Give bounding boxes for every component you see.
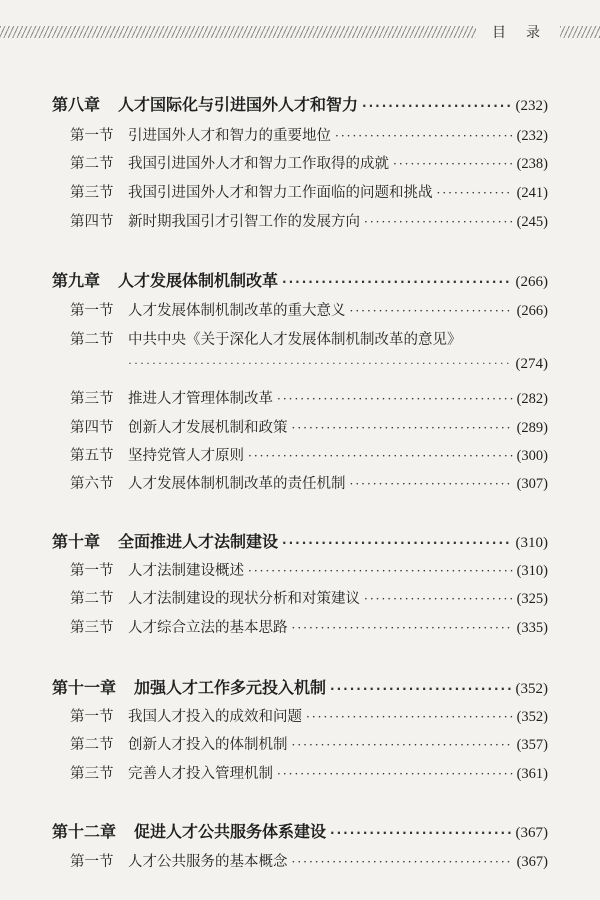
- page-number: (274): [515, 356, 548, 372]
- page-number: (367): [515, 825, 548, 841]
- chapter-title: 加强人才工作多元投入机制: [134, 678, 327, 697]
- toc-section: [70, 328, 548, 349]
- section-title: 人才公共服务的基本概念: [128, 854, 288, 870]
- leader-dots: [277, 767, 513, 781]
- section-title: 新时期我国引才引智工作的发展方向: [128, 214, 360, 230]
- page-number: (232): [516, 128, 548, 144]
- leader-dots: [292, 621, 513, 635]
- leader-dots: [248, 449, 513, 463]
- leader-dots: [292, 421, 513, 435]
- page-number: (289): [516, 420, 548, 436]
- page-number: (367): [516, 854, 548, 870]
- toc-chapter: [52, 92, 548, 115]
- toc-section: [70, 387, 548, 408]
- section-label: 第二节: [70, 156, 114, 172]
- header-rule-right: [560, 26, 600, 38]
- toc-section: [70, 210, 548, 231]
- chapter-title: 促进人才公共服务体系建设: [134, 822, 327, 841]
- page-number: (335): [516, 620, 548, 636]
- toc-chapter: [52, 268, 548, 291]
- section-title: 创新人才投入的体制机制: [128, 737, 288, 753]
- page-number: (310): [515, 535, 548, 551]
- page-number: (238): [516, 156, 548, 172]
- section-label: 第三节: [70, 185, 114, 201]
- toc-section: [70, 181, 548, 202]
- page-number: (245): [516, 214, 548, 230]
- section-title: 引进国外人才和智力的重要地位: [128, 128, 331, 144]
- section-label: 第一节: [70, 563, 114, 579]
- section-label: 第四节: [70, 214, 114, 230]
- section-label: 第二节: [70, 737, 114, 753]
- section-title: 人才发展体制机制改革的重大意义: [128, 303, 346, 319]
- page-number: (357): [516, 737, 548, 753]
- leader-dots: [248, 564, 513, 578]
- leader-dots: [306, 710, 513, 724]
- section-title: 坚持党管人才原则: [128, 448, 244, 464]
- page-number: (352): [516, 709, 548, 725]
- toc-chapter: [52, 819, 548, 842]
- toc-chapter: [52, 675, 548, 698]
- section-label: 第三节: [70, 391, 114, 407]
- leader-dots: [330, 826, 511, 840]
- chapter-label: 第十一章: [52, 678, 117, 697]
- section-title: 创新人才发展机制和政策: [128, 420, 288, 436]
- leader-dots: [277, 392, 513, 406]
- section-label: 第四节: [70, 420, 114, 436]
- toc-section: [70, 444, 548, 465]
- section-title: 我国人才投入的成效和问题: [128, 709, 302, 725]
- toc-continuation: [128, 356, 548, 373]
- chapter-title: 全面推进人才法制建设: [118, 532, 279, 551]
- section-label: 第一节: [70, 303, 114, 319]
- leader-dots: [330, 682, 511, 696]
- section-label: 第五节: [70, 448, 114, 464]
- toc-section: [70, 124, 548, 145]
- chapter-label: 第十二章: [52, 822, 117, 841]
- toc-section: [70, 472, 548, 493]
- chapter-label: 第八章: [52, 95, 101, 114]
- chapter-title: 人才国际化与引进国外人才和智力: [118, 95, 359, 114]
- chapter-title: 人才发展体制机制改革: [118, 271, 279, 290]
- section-label: 第六节: [70, 476, 114, 492]
- toc-chapter: [52, 529, 548, 552]
- page-number: (241): [516, 185, 548, 201]
- leader-dots: [350, 304, 513, 318]
- leader-dots: [362, 99, 511, 113]
- leader-dots: [364, 592, 513, 606]
- section-title: 人才法制建设的现状分析和对策建议: [128, 591, 360, 607]
- section-label: 第二节: [70, 332, 114, 348]
- toc-section: [70, 705, 548, 726]
- page-number: (310): [516, 563, 548, 579]
- toc-section: [70, 733, 548, 754]
- leader-dots: [292, 738, 513, 752]
- page-number: (307): [516, 476, 548, 492]
- page-number: (352): [515, 681, 548, 697]
- page-number: (282): [516, 391, 548, 407]
- page-number: (266): [516, 303, 548, 319]
- section-label: 第一节: [70, 709, 114, 725]
- leader-dots: [350, 477, 513, 491]
- toc-section: [70, 299, 548, 320]
- toc-section: [70, 616, 548, 637]
- section-title: 推进人才管理体制改革: [128, 391, 273, 407]
- leader-dots: [292, 855, 513, 869]
- leader-dots: [364, 215, 513, 229]
- section-label: 第三节: [70, 766, 114, 782]
- page-number: (325): [516, 591, 548, 607]
- section-label: 第一节: [70, 128, 114, 144]
- leader-dots: [393, 157, 513, 171]
- toc-section: [70, 559, 548, 580]
- section-title: 我国引进国外人才和智力工作取得的成就: [128, 156, 389, 172]
- toc-section: [70, 762, 548, 783]
- running-head: 目录: [492, 25, 560, 41]
- toc-section: [70, 850, 548, 871]
- chapter-label: 第十章: [52, 532, 101, 551]
- section-title: 中共中央《关于深化人才发展体制机制改革的意见》: [128, 332, 462, 348]
- toc-section: [70, 587, 548, 608]
- section-title: 完善人才投入管理机制: [128, 766, 273, 782]
- section-title: 我国引进国外人才和智力工作面临的问题和挑战: [128, 185, 433, 201]
- leader-dots: [282, 275, 511, 289]
- header-rule-left: [0, 26, 476, 38]
- section-label: 第二节: [70, 591, 114, 607]
- leader-dots: [335, 129, 513, 143]
- section-title: 人才综合立法的基本思路: [128, 620, 288, 636]
- leader-dots: [282, 536, 511, 550]
- section-title: 人才发展体制机制改革的责任机制: [128, 476, 346, 492]
- section-label: 第三节: [70, 620, 114, 636]
- section-title: 人才法制建设概述: [128, 563, 244, 579]
- toc-section: [70, 152, 548, 173]
- page-number: (266): [515, 274, 548, 290]
- page-number: (300): [516, 448, 548, 464]
- chapter-label: 第九章: [52, 271, 101, 290]
- section-label: 第一节: [70, 854, 114, 870]
- page-number: (361): [516, 766, 548, 782]
- leader-dots: [128, 356, 512, 373]
- page-number: (232): [515, 98, 548, 114]
- toc-section: [70, 416, 548, 437]
- leader-dots: [437, 186, 513, 200]
